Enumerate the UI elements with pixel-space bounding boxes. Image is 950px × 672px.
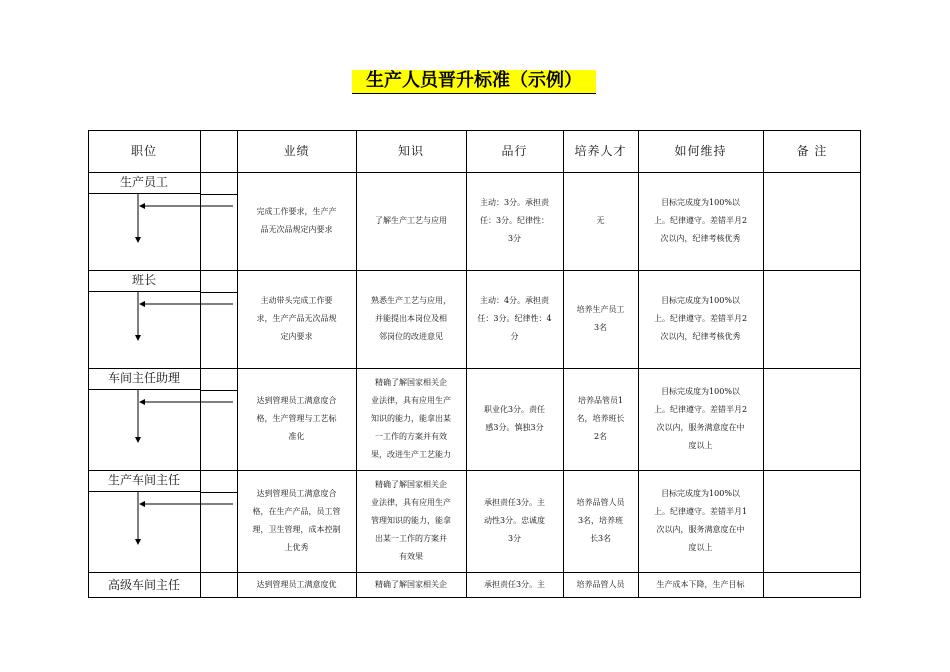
position-label: 车间主任助理 (88, 368, 200, 390)
promotion-flow-arrow (88, 390, 237, 470)
header-maintain: 如何维持 (674, 144, 727, 158)
cell-maintain: 目标完成度为100%以 上。纪律遵守。差错半月2 次以内，纪律考核优秀 (653, 198, 748, 243)
cell-training: 培养生产员工 3名 (576, 305, 625, 332)
position-label: 生产员工 (88, 172, 200, 194)
cell-maintain: 目标完成度为100%以 上。纪律遵守。差错半月1 次以内，服务满意度在中 度以上 (653, 489, 748, 552)
cell-knowledge: 精确了解国家相关企 (375, 580, 447, 589)
cell-conduct: 承担责任3分。主 (483, 580, 546, 589)
cell-remark (763, 270, 861, 368)
header-performance: 业绩 (283, 144, 310, 158)
cell-conduct: 承担责任3分。主 动性3分。忠诚度 3分 (483, 498, 546, 543)
cell-training: 培养品管人员 3名，培养班 长3名 (576, 498, 625, 543)
header-conduct: 品行 (501, 144, 528, 158)
cell-performance: 达到管理员工满意度优 (256, 580, 337, 589)
cell-conduct: 职业化3分。责任 感3分。慎独3分 (483, 405, 546, 432)
cell-performance: 达到管理员工满意度合 格，生产管理与工艺标 准化 (256, 396, 337, 441)
cell-remark (763, 172, 861, 270)
cell-conduct: 主动：4分。承担责 任：3分。纪律性：4 分 (477, 296, 552, 341)
cell-maintain: 生产成本下降，生产目标 (656, 580, 745, 589)
header-remark: 备 注 (796, 144, 828, 158)
cell-maintain: 目标完成度为100%以 上。纪律遵守。差错半月2 次以内，纪律考核优秀 (653, 296, 748, 341)
cell-maintain: 目标完成度为100%以 上。纪律遵守。差错半月2 次以内，服务满意度在中 度以上 (653, 387, 748, 450)
cell-knowledge: 精确了解国家相关企 业法律，具有应用生产 知识的能力，能拿出某 一工作的方案并有效 果，改进生产工艺能力 (371, 378, 451, 459)
header-knowledge: 知识 (397, 144, 424, 158)
header-position: 职位 (130, 144, 157, 158)
cell-remark (763, 572, 861, 598)
cell-training: 培养品管人员 (576, 580, 625, 589)
cell-remark (763, 368, 861, 470)
page-title: 生产人员晋升标准（示例） (366, 70, 582, 91)
position-label: 生产车间主任 (88, 470, 200, 492)
title-highlight (352, 70, 596, 94)
title-underline (352, 93, 596, 95)
cell-training: 无 (596, 216, 605, 225)
header-training: 培养人才 (574, 144, 627, 158)
cell-knowledge: 了解生产工艺与应用 (375, 216, 447, 225)
cell-conduct: 主动：3分。承担责 任：3分。纪律性： 3分 (479, 198, 550, 243)
promotion-flow-arrow (88, 292, 237, 368)
cell-knowledge: 熟悉生产工艺与应用， 并能提出本岗位及相 邻岗位的改进意见 (371, 296, 451, 341)
cell-performance: 完成工作要求，生产产 品无次品规定内要求 (256, 207, 337, 234)
promotion-flow-arrow (88, 492, 237, 572)
cell-knowledge: 精确了解国家相关企 业法律，具有应用生产 管理知识的能力，能拿 出某一工作的方案并 有效果 (371, 480, 451, 561)
cell-remark (763, 470, 861, 572)
promotion-standards-table (88, 130, 861, 598)
cell-performance: 达到管理员工满意度合 格，在生产产品，员工管 理，卫生管理，成本控制 上优秀 (252, 489, 341, 552)
promotion-flow-arrow (88, 194, 237, 270)
position-label: 高级车间主任 (107, 578, 180, 592)
cell-performance: 主动带头完成工作要 求，生产产品无次品规 定内要求 (256, 296, 337, 341)
position-label: 班长 (88, 270, 200, 292)
cell-training: 培养品管员1 名，培养班长 2名 (576, 396, 625, 441)
